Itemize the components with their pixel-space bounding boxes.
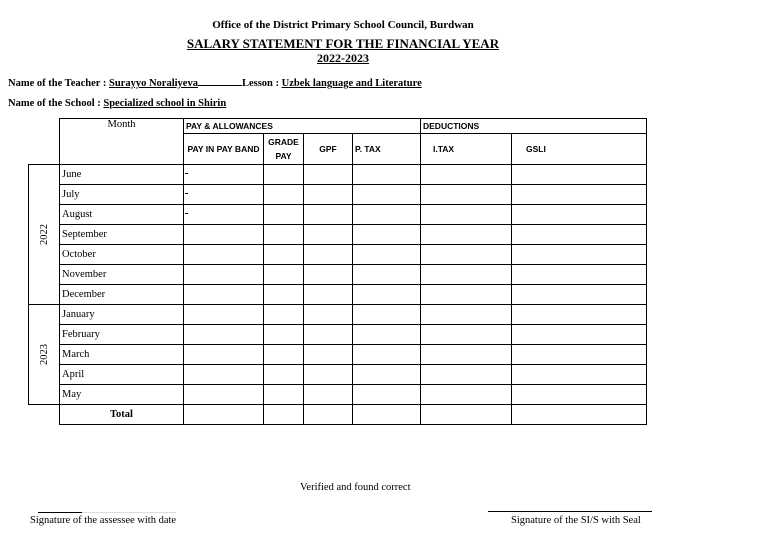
sis-signature-line [488, 511, 652, 512]
gpf-cell[interactable] [304, 165, 353, 185]
sis-signature-label: Signature of the SI/S with Seal [511, 515, 641, 526]
gsli-cell[interactable] [512, 305, 647, 325]
table-row [29, 365, 647, 385]
i-tax-cell[interactable] [421, 165, 512, 185]
p-tax-cell[interactable] [353, 345, 421, 365]
month-cell: May [60, 385, 184, 405]
school-name: Specialized school in Shirin [103, 98, 227, 109]
total-p-tax-cell[interactable] [353, 405, 421, 425]
month-cell: June [60, 165, 184, 185]
salary-table [28, 118, 647, 425]
gsli-cell[interactable] [512, 345, 647, 365]
pay-band-cell[interactable] [184, 185, 264, 205]
table-row [29, 305, 647, 325]
table-row [29, 185, 647, 205]
month-cell: November [60, 265, 184, 285]
i-tax-cell[interactable] [421, 265, 512, 285]
grade-pay-cell[interactable] [264, 385, 304, 405]
table-row [29, 325, 647, 345]
i-tax-cell[interactable] [421, 245, 512, 265]
gsli-cell[interactable] [512, 285, 647, 305]
table-row [29, 205, 647, 225]
total-label: Total [60, 405, 184, 425]
grade-pay-cell[interactable] [264, 325, 304, 345]
gsli-cell[interactable] [512, 185, 647, 205]
table-row [29, 285, 647, 305]
p-tax-cell[interactable] [353, 185, 421, 205]
teacher-name-underline [198, 76, 242, 86]
year-2022: 2022 [38, 224, 50, 245]
p-tax-cell[interactable] [353, 285, 421, 305]
gpf-cell[interactable] [304, 225, 353, 245]
corner-blank [29, 119, 60, 165]
teacher-line [8, 76, 422, 89]
table-row [29, 165, 647, 185]
assessee-signature-line-faint [82, 512, 176, 513]
month-cell: August [60, 205, 184, 225]
gpf-cell[interactable] [304, 345, 353, 365]
month-cell: April [60, 365, 184, 385]
gpf-cell[interactable] [304, 305, 353, 325]
pay-band-cell[interactable] [184, 325, 264, 345]
gpf-cell[interactable] [304, 205, 353, 225]
month-cell: February [60, 325, 184, 345]
lesson-label: Lesson : [241, 78, 282, 89]
i-tax-cell[interactable] [421, 185, 512, 205]
p-tax-cell[interactable] [353, 305, 421, 325]
gpf-cell[interactable] [304, 365, 353, 385]
month-cell: January [60, 305, 184, 325]
school-label: Name of the School : [8, 98, 104, 109]
gpf-cell[interactable] [304, 245, 353, 265]
i-tax-header: I.TAX [421, 134, 512, 165]
teacher-name: Surayyo Noraliyeva [109, 78, 198, 89]
p-tax-cell[interactable] [353, 245, 421, 265]
grade-pay-cell[interactable] [264, 205, 304, 225]
assessee-signature-line [38, 512, 82, 513]
assessee-signature-label: Signature of the assessee with date [30, 515, 177, 526]
grade-pay-cell[interactable] [264, 165, 304, 185]
table-row [29, 385, 647, 405]
month-cell: July [60, 185, 184, 205]
i-tax-cell[interactable] [421, 225, 512, 245]
grade-pay-cell[interactable] [264, 365, 304, 385]
month-cell: December [60, 285, 184, 305]
total-grade-pay-cell[interactable] [264, 405, 304, 425]
pay-band-cell[interactable] [184, 245, 264, 265]
p-tax-cell[interactable] [353, 225, 421, 245]
gsli-cell[interactable] [512, 325, 647, 345]
year-2022-cell [29, 165, 60, 305]
financial-year: 2022-2023 [317, 51, 369, 65]
gsli-cell[interactable] [512, 385, 647, 405]
teacher-label: Name of the Teacher : [8, 78, 109, 89]
pay-band-cell[interactable] [184, 165, 264, 185]
total-blank [29, 405, 60, 425]
p-tax-cell[interactable] [353, 205, 421, 225]
lesson-name: Uzbek language and Literature [281, 78, 422, 89]
table-row [29, 225, 647, 245]
grade-pay-cell[interactable] [264, 345, 304, 365]
gpf-cell[interactable] [304, 265, 353, 285]
gpf-cell[interactable] [304, 285, 353, 305]
page-title: SALARY STATEMENT FOR THE FINANCIAL YEAR [186, 36, 500, 51]
i-tax-cell[interactable] [421, 325, 512, 345]
total-row [29, 405, 647, 425]
total-i-tax-cell[interactable] [421, 405, 512, 425]
grade-pay-cell[interactable] [264, 185, 304, 205]
i-tax-cell[interactable] [421, 365, 512, 385]
grade-pay-cell[interactable] [264, 305, 304, 325]
gsli-cell[interactable] [512, 265, 647, 285]
i-tax-cell[interactable] [421, 285, 512, 305]
pay-band-cell[interactable] [184, 305, 264, 325]
gsli-cell[interactable] [512, 165, 647, 185]
i-tax-cell[interactable] [421, 305, 512, 325]
verified-text: Verified and found correct [300, 482, 411, 493]
gsli-cell[interactable] [512, 365, 647, 385]
table-row [29, 265, 647, 285]
pay-band-cell[interactable] [184, 285, 264, 305]
p-tax-cell[interactable] [353, 265, 421, 285]
grade-pay-header: GRADE PAY [264, 134, 304, 165]
grade-pay-cell[interactable] [264, 245, 304, 265]
deductions-header: DEDUCTIONS [421, 119, 647, 134]
gpf-cell[interactable] [304, 325, 353, 345]
p-tax-header: P. TAX [353, 134, 421, 165]
year-2023-cell [29, 305, 60, 405]
gsli-header: GSLI [512, 134, 647, 165]
pay-band-cell[interactable] [184, 205, 264, 225]
pay-in-pay-band-header: PAY IN PAY BAND [184, 134, 264, 165]
i-tax-cell[interactable] [421, 345, 512, 365]
p-tax-cell[interactable] [353, 165, 421, 185]
month-cell: October [60, 245, 184, 265]
year-2023: 2023 [38, 344, 50, 365]
pay-band-cell[interactable] [184, 345, 264, 365]
total-gsli-cell[interactable] [512, 405, 647, 425]
total-gpf-cell[interactable] [304, 405, 353, 425]
grade-pay-cell[interactable] [264, 225, 304, 245]
pay-band-cell[interactable] [184, 265, 264, 285]
pay-band-cell[interactable] [184, 365, 264, 385]
gpf-cell[interactable] [304, 385, 353, 405]
month-header: Month [60, 119, 184, 165]
pay-band-cell[interactable] [184, 225, 264, 245]
pay-allowances-header: PAY & ALLOWANCES [184, 119, 421, 134]
grade-pay-cell[interactable] [264, 265, 304, 285]
office-name: Office of the District Primary School Council, Burdwan [212, 19, 474, 31]
i-tax-cell[interactable] [421, 385, 512, 405]
pay-band-cell[interactable] [184, 385, 264, 405]
gpf-cell[interactable] [304, 185, 353, 205]
p-tax-cell[interactable] [353, 385, 421, 405]
gsli-cell[interactable] [512, 205, 647, 225]
gsli-cell[interactable] [512, 245, 647, 265]
grade-pay-cell[interactable] [264, 285, 304, 305]
p-tax-cell[interactable] [353, 365, 421, 385]
table-row [29, 345, 647, 365]
school-line [8, 98, 226, 109]
p-tax-cell[interactable] [353, 325, 421, 345]
gpf-header: GPF [304, 134, 353, 165]
table-row [29, 245, 647, 265]
i-tax-cell[interactable] [421, 205, 512, 225]
gsli-cell[interactable] [512, 225, 647, 245]
month-cell: September [60, 225, 184, 245]
total-pay-band-cell[interactable] [184, 405, 264, 425]
month-cell: March [60, 345, 184, 365]
